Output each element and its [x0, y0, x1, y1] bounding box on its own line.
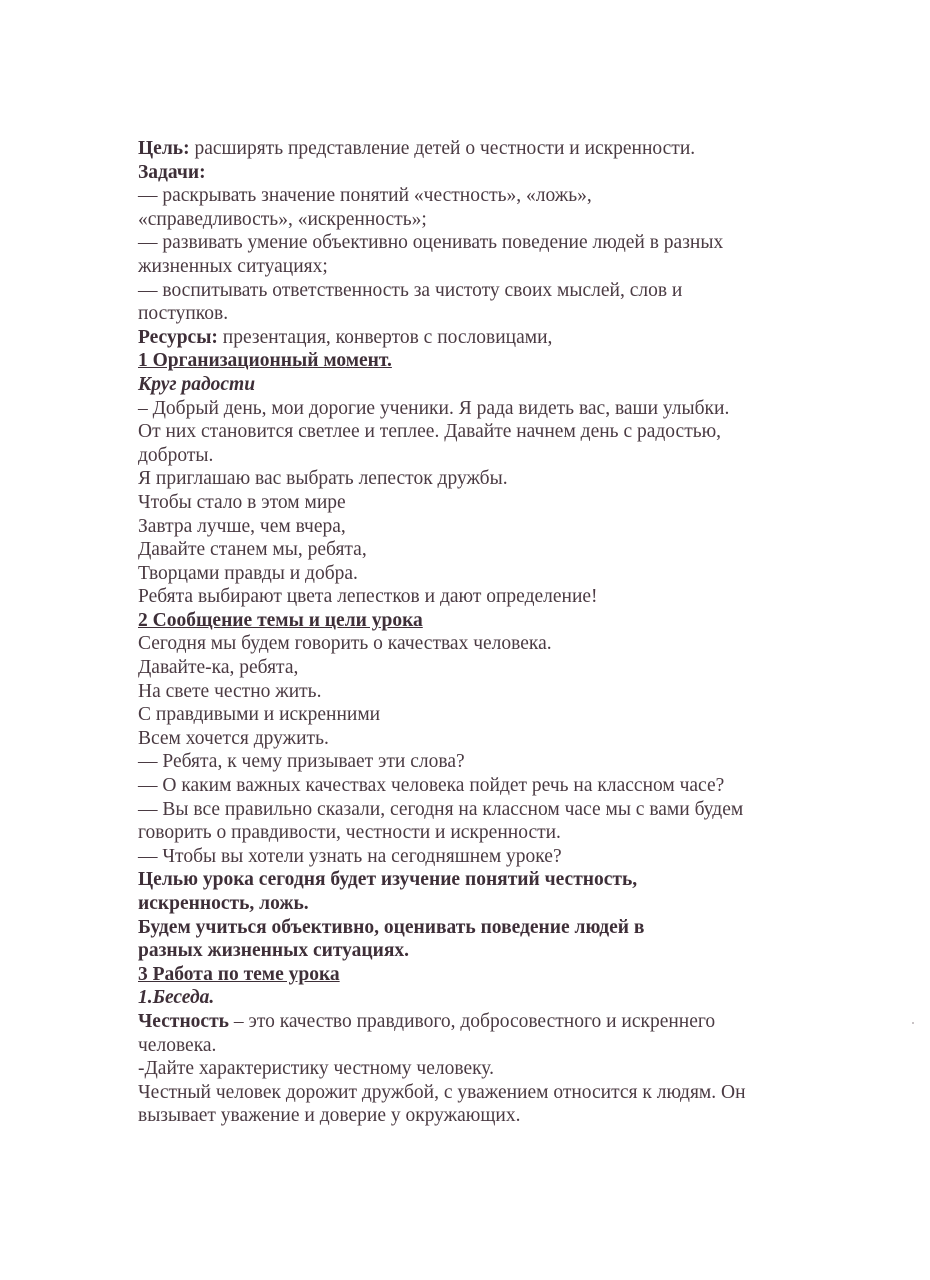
- section-3-line: -Дайте характеристику честному человеку.: [138, 1058, 494, 1080]
- lesson-goal-line: искренность, ложь.: [138, 893, 309, 914]
- section-1-line: Я приглашаю вас выбрать лепесток дружбы.: [138, 468, 508, 490]
- section-3-title: 3 Работа по теме урока: [138, 963, 340, 985]
- definition-term: Честность: [138, 1010, 229, 1032]
- poem-line: Давайте-ка, ребята,: [138, 657, 299, 679]
- definition-line: [138, 1010, 898, 1034]
- question-line: — Вы все правильно сказали, сегодня на классном часе мы с вами будем: [138, 798, 744, 820]
- section-1-line: доброты.: [138, 444, 214, 466]
- tasks-label: Задачи:: [138, 161, 206, 183]
- goal-label: Цель:: [138, 138, 190, 159]
- poem-line: Завтра лучше, чем вчера,: [138, 515, 346, 537]
- poem-line: Всем хочется дружить.: [138, 727, 329, 749]
- section-2-title: 2 Сообщение темы и цели урока: [138, 609, 423, 631]
- resources-text: презентация, конвертов с пословицами,: [217, 326, 553, 348]
- tasks-line: жизненных ситуациях;: [138, 255, 328, 277]
- resources-line: [138, 326, 898, 350]
- lesson-text: [138, 137, 898, 1128]
- section-2-line: Сегодня мы будем говорить о качествах человека.: [138, 633, 552, 655]
- lesson-goal-line: Целью урока сегодня будет изучение понятий честность,: [138, 869, 638, 891]
- section-1-line: Ребята выбирают цвета лепестков и дают определение!: [138, 586, 598, 608]
- section-1-line: – Добрый день, мои дорогие ученики. Я рада видеть вас, ваши улыбки.: [138, 397, 730, 419]
- poem-line: На свете честно жить.: [138, 680, 322, 702]
- section-1-title: 1 Организационный момент.: [138, 350, 392, 372]
- goal-line: [138, 137, 898, 161]
- poem-line: Чтобы стало в этом мире: [138, 491, 346, 513]
- question-line: — О каким важных качествах человека пойдет речь на классном часе?: [138, 775, 725, 797]
- section-3-subtitle: 1.Беседа.: [138, 987, 215, 1009]
- resources-label: Ресурсы:: [138, 326, 218, 348]
- section-1-line: От них становится светлее и теплее. Давайте начнем день с радостью,: [138, 421, 722, 443]
- tasks-line: поступков.: [138, 303, 229, 325]
- tasks-line: — воспитывать ответственность за чистоту своих мыслей, слов и: [138, 279, 683, 301]
- poem-line: Творцами правды и добра.: [138, 562, 358, 584]
- lesson-goal-line: Будем учиться объективно, оценивать поведение людей в: [138, 916, 645, 938]
- section-3-line: вызывает уважение и доверие у окружающих.: [138, 1105, 521, 1127]
- section-3-line: Честный человек дорожит дружбой, с уважением относится к людям. Он: [138, 1081, 746, 1103]
- goal-text: расширять представление детей о честности и искренности.: [189, 138, 696, 159]
- poem-line: С правдивыми и искренними: [138, 704, 381, 726]
- section-1-subtitle: Круг радости: [138, 373, 256, 395]
- question-line: — Ребята, к чему призывает эти слова?: [138, 751, 465, 773]
- question-line: — Чтобы вы хотели узнать на сегодняшнем уроке?: [138, 845, 562, 867]
- tasks-line: — раскрывать значение понятий «честность», «ложь»,: [138, 185, 592, 207]
- tasks-line: «справедливость», «искренность»;: [138, 208, 427, 230]
- poem-line: Давайте станем мы, ребята,: [138, 539, 367, 561]
- scan-speck: [912, 1022, 914, 1024]
- tasks-line: — развивать умение объективно оценивать поведение людей в разных: [138, 232, 724, 254]
- question-line: говорить о правдивости, честности и искренности.: [138, 822, 561, 844]
- lesson-goal-line: разных жизненных ситуациях.: [138, 940, 410, 962]
- definition-text: – это качество правдивого, добросовестного и искреннего: [228, 1010, 716, 1032]
- section-3-line: человека.: [138, 1034, 217, 1056]
